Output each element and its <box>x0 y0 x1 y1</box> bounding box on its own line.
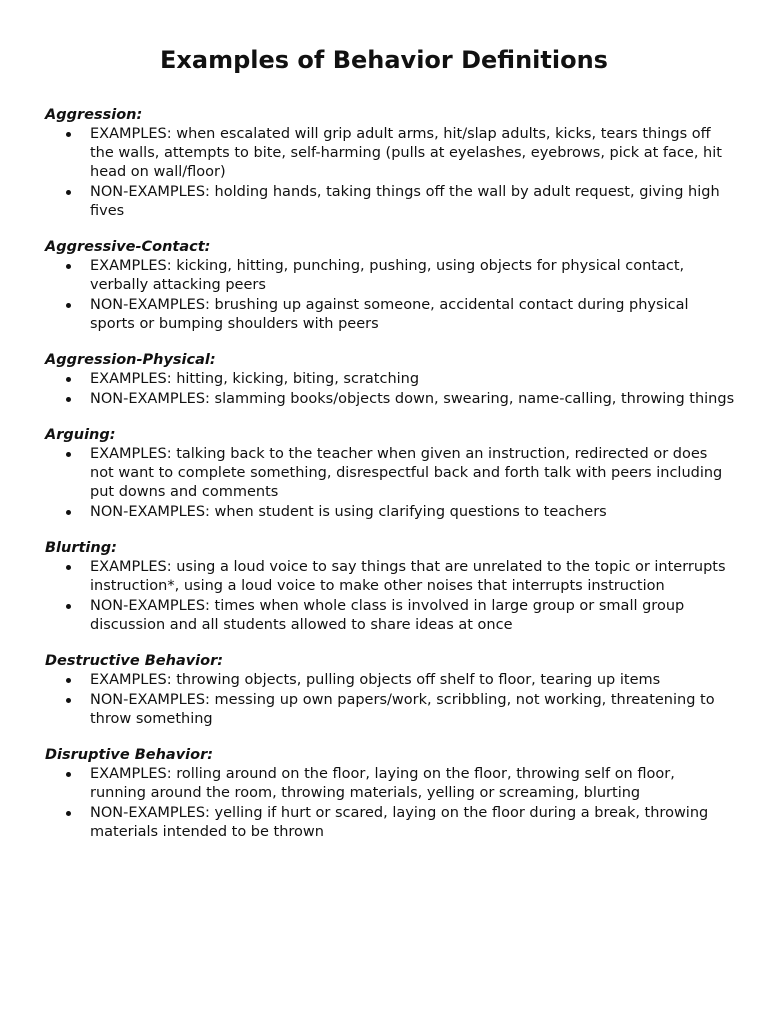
item-text: NON-EXAMPLES: slamming books/objects down, swearing, name-calling, throwing things <box>90 391 735 407</box>
bullet-icon <box>66 397 71 402</box>
section-disruptive-behavior <box>45 745 735 842</box>
list-item-examples <box>45 765 735 803</box>
item-text: NON-EXAMPLES: messing up own papers/work, scribbling, not working, threatening to throw something <box>90 692 715 727</box>
list-item-examples <box>45 558 735 596</box>
item-text: NON-EXAMPLES: brushing up against someone, accidental contact during physical sports or bumping shoulders with peers <box>90 297 689 332</box>
bullet-icon <box>66 377 71 382</box>
bullet-icon <box>66 132 71 137</box>
list-item-non-examples <box>45 296 735 334</box>
item-list <box>45 558 735 635</box>
item-list <box>45 370 735 409</box>
list-item-examples <box>45 671 735 690</box>
list-item-non-examples <box>45 390 735 409</box>
item-list <box>45 671 735 729</box>
list-item-non-examples <box>45 691 735 729</box>
list-item-non-examples <box>45 804 735 842</box>
section-term: Aggressive-Contact: <box>45 239 211 255</box>
item-text: EXAMPLES: talking back to the teacher when given an instruction, redirected or does not want to complete something, disrespectful back and forth talk with peers including put downs and comments <box>90 446 723 500</box>
bullet-icon <box>66 190 71 195</box>
item-text: EXAMPLES: kicking, hitting, punching, pushing, using objects for physical contact, verbally attacking peers <box>90 258 685 293</box>
list-item-examples <box>45 257 735 295</box>
section-aggressive-contact <box>45 237 735 334</box>
section-blurting <box>45 538 735 635</box>
section-term: Destructive Behavior: <box>45 653 224 669</box>
bullet-icon <box>66 510 71 515</box>
list-item-examples <box>45 125 735 182</box>
list-item-non-examples <box>45 183 735 221</box>
bullet-icon <box>66 452 71 457</box>
item-text: NON-EXAMPLES: when student is using clarifying questions to teachers <box>90 504 607 520</box>
section-term: Aggression: <box>45 107 143 123</box>
section-aggression <box>45 105 735 221</box>
item-list <box>45 125 735 221</box>
bullet-icon <box>66 811 71 816</box>
section-term: Blurting: <box>45 540 117 556</box>
section-term: Disruptive Behavior: <box>45 747 214 763</box>
bullet-icon <box>66 698 71 703</box>
item-list <box>45 765 735 842</box>
section-destructive-behavior <box>45 651 735 729</box>
page-title: Examples of Behavior Definitions <box>160 46 608 74</box>
section-aggression-physical <box>45 350 735 409</box>
item-text: NON-EXAMPLES: yelling if hurt or scared, laying on the floor during a break, throwing materials intended to be thrown <box>90 805 709 840</box>
item-list <box>45 257 735 334</box>
definitions-list <box>45 105 735 858</box>
bullet-icon <box>66 604 71 609</box>
item-text: NON-EXAMPLES: holding hands, taking things off the wall by adult request, giving high fives <box>90 184 720 219</box>
item-text: EXAMPLES: when escalated will grip adult arms, hit/slap adults, kicks, tears things off the walls, attempts to bite, self-harming (pulls at eyelashes, eyebrows, pick at face, hit head on wall/floor) <box>90 126 722 180</box>
item-text: EXAMPLES: using a loud voice to say things that are unrelated to the topic or interrupts instruction*, using a loud voice to make other noises that interrupts instruction <box>90 559 726 594</box>
list-item-examples <box>45 445 735 502</box>
list-item-non-examples <box>45 503 735 522</box>
bullet-icon <box>66 772 71 777</box>
bullet-icon <box>66 264 71 269</box>
list-item-non-examples <box>45 597 735 635</box>
list-item-examples <box>45 370 735 389</box>
item-list <box>45 445 735 522</box>
item-text: EXAMPLES: rolling around on the floor, laying on the floor, throwing self on floor, running around the room, throwing materials, yelling or screaming, blurting <box>90 766 675 801</box>
section-term: Aggression-Physical: <box>45 352 216 368</box>
item-text: EXAMPLES: hitting, kicking, biting, scratching <box>90 371 420 387</box>
item-text: NON-EXAMPLES: times when whole class is involved in large group or small group discussion and all students allowed to share ideas at once <box>90 598 685 633</box>
section-arguing <box>45 425 735 522</box>
item-text: EXAMPLES: throwing objects, pulling objects off shelf to floor, tearing up items <box>90 672 661 688</box>
bullet-icon <box>66 565 71 570</box>
section-term: Arguing: <box>45 427 116 443</box>
bullet-icon <box>66 678 71 683</box>
bullet-icon <box>66 303 71 308</box>
